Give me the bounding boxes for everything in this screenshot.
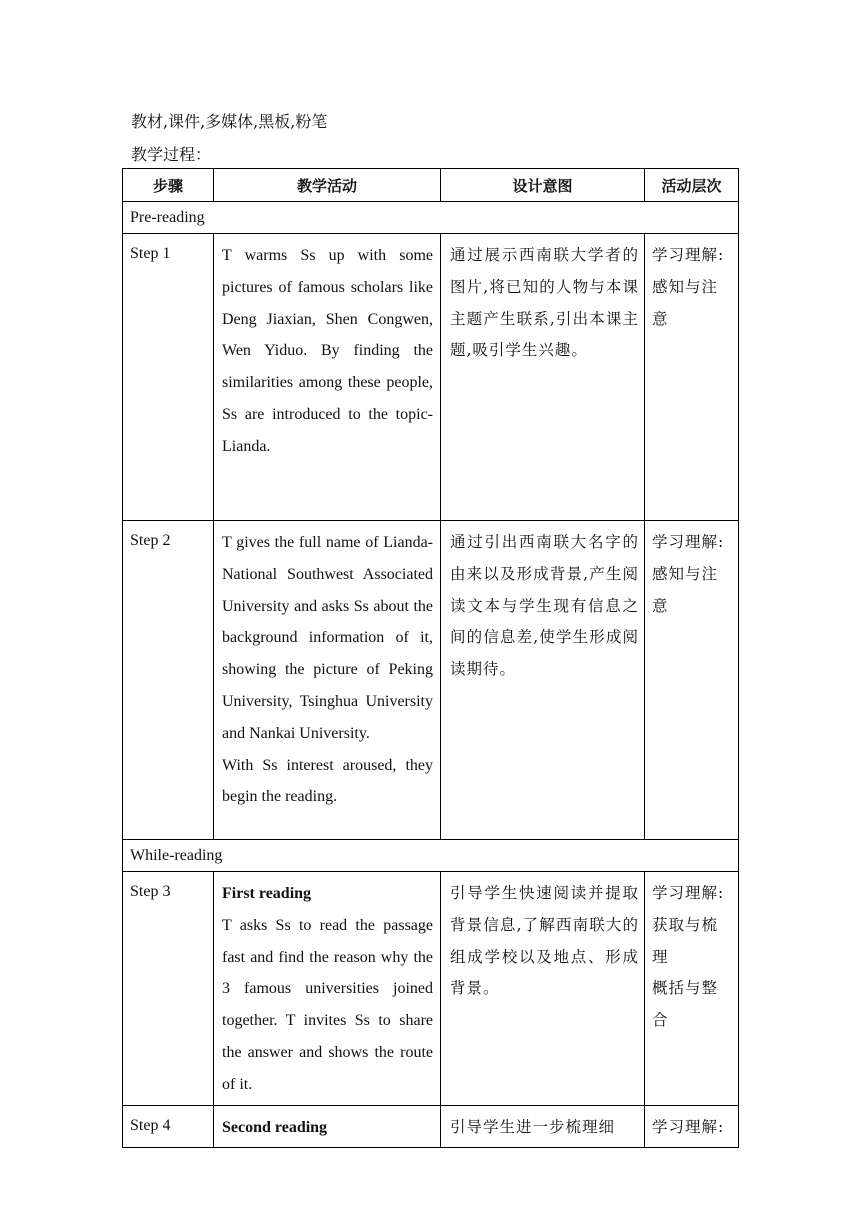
step-cell: Step 3: [123, 872, 214, 1106]
activity-cell: [214, 521, 441, 840]
design-cell: 引导学生快速阅读并提取背景信息,了解西南联大的组成学校以及地点、形成背景。: [441, 872, 645, 1106]
header-design: 设计意图: [441, 169, 645, 202]
table-row: [123, 234, 739, 521]
design-cell: 通过展示西南联大学者的图片,将已知的人物与本课主题产生联系,引出本课主题,吸引学生兴趣。: [441, 234, 645, 521]
level-line: 获取与梳理: [652, 915, 719, 966]
table-row: [123, 872, 739, 1106]
step-cell: Step 1: [123, 234, 214, 521]
teaching-materials-line: 教材,课件,多媒体,黑板,粉笔: [131, 112, 328, 131]
level-cell: [645, 234, 739, 521]
level-line: 学习理解:: [652, 533, 725, 551]
header-activity: 教学活动: [214, 169, 441, 202]
activity-text: T asks Ss to read the passage fast and find the reason why the 3 famous universities joined together. T invites Ss to share the answer and shows the route of it.: [222, 916, 433, 1093]
stage-label: While-reading: [123, 840, 739, 872]
level-line: 感知与注意: [652, 564, 719, 615]
lesson-plan-table: [122, 168, 739, 1148]
header-level: 活动层次: [645, 169, 739, 202]
activity-text: T warms Ss up with some pictures of famous scholars like Deng Jiaxian, Shen Congwen, Wen Yiduo. By finding the similarities among these people, Ss are introduced to the topic-Lianda.: [222, 247, 433, 455]
activity-cell: [214, 872, 441, 1106]
level-line: 学习理解:: [652, 246, 725, 264]
design-cell: 通过引出西南联大名字的由来以及形成背景,产生阅读文本与学生现有信息之间的信息差,使学生形成阅读期待。: [441, 521, 645, 840]
level-line: 感知与注意: [652, 277, 719, 328]
activity-cell: [214, 234, 441, 521]
teaching-process-label: 教学过程：: [131, 145, 212, 164]
stage-row-pre-reading: [123, 202, 739, 234]
table-header-row: [123, 169, 739, 202]
header-step: 步骤: [123, 169, 214, 202]
activity-text: With Ss interest aroused, they begin the reading.: [222, 756, 433, 806]
stage-label: Pre-reading: [123, 202, 739, 234]
table-row: [123, 521, 739, 840]
level-line: 学习理解:: [652, 884, 725, 902]
table-row: [123, 1105, 739, 1148]
step-cell: Step 4: [123, 1105, 214, 1148]
activity-title: Second reading: [222, 1118, 328, 1136]
activity-text: T gives the full name of Lianda-National Southwest Associated University and asks Ss about the background information of it, showing the picture of Peking University, Tsinghua University and Nankai University.: [222, 534, 433, 742]
activity-cell: [214, 1105, 441, 1148]
level-cell: [645, 872, 739, 1106]
level-line: 学习理解:: [652, 1117, 725, 1136]
activity-title: First reading: [222, 885, 312, 902]
step-cell: Step 2: [123, 521, 214, 840]
level-line: 概括与整合: [652, 979, 719, 1030]
design-cell: 引导学生进一步梳理细: [441, 1105, 645, 1148]
stage-row-while-reading: [123, 840, 739, 872]
level-cell: [645, 1105, 739, 1148]
level-cell: [645, 521, 739, 840]
